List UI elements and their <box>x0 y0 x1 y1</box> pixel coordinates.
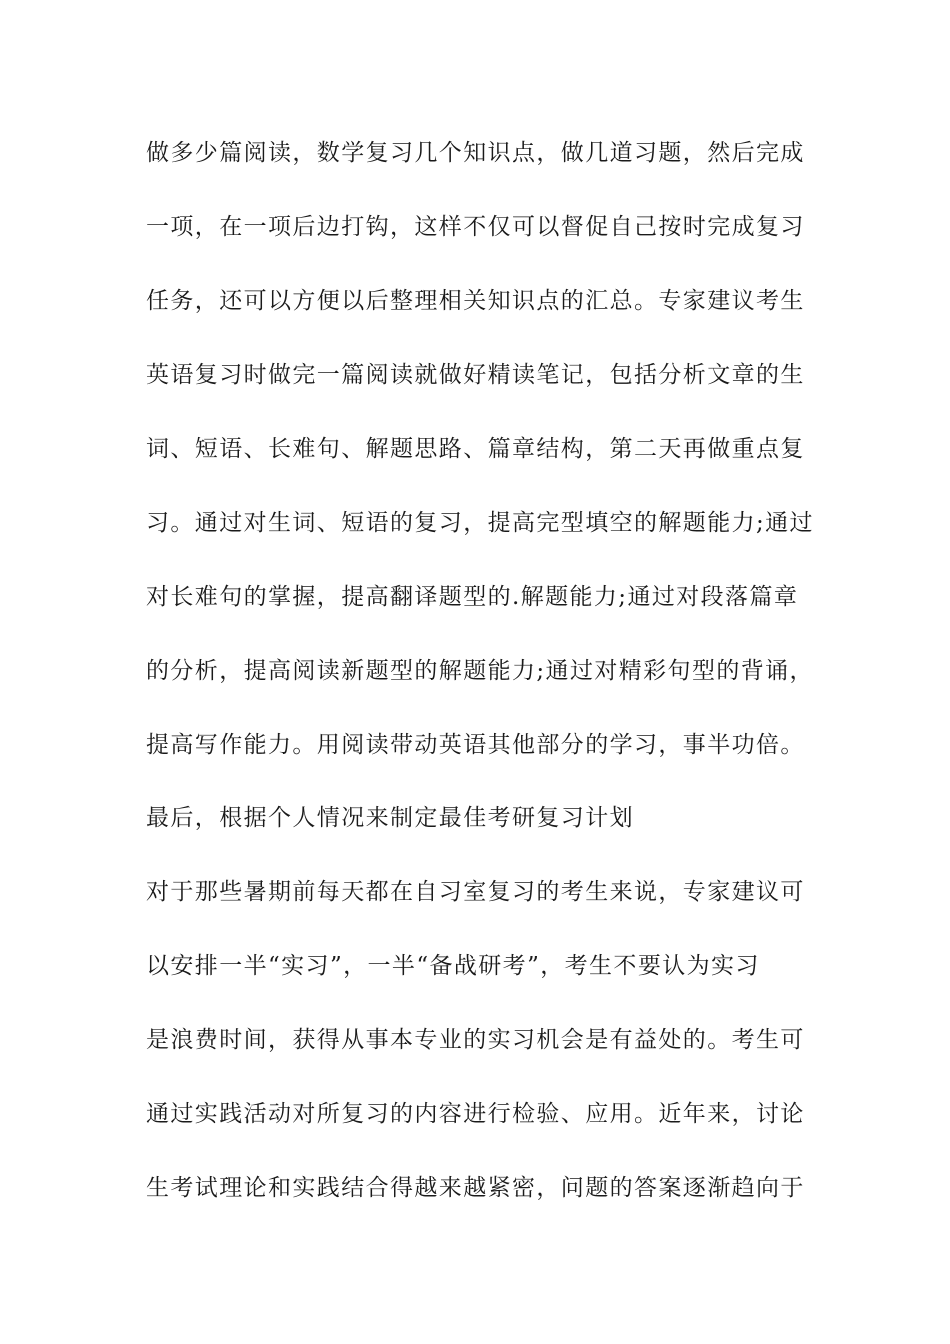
paragraph-line: 对于那些暑期前每天都在自习室复习的考生来说，专家建议可 <box>146 879 805 905</box>
paragraph-line: 对长难句的掌握，提高翻译题型的.解题能力;通过对段落篇章 <box>146 584 799 610</box>
section-heading: 最后，根据个人情况来制定最佳考研复习计划 <box>146 805 634 831</box>
paragraph-line: 以安排一半“实习”，一半“备战研考”，考生不要认为实习 <box>146 953 760 979</box>
paragraph-line: 一项，在一项后边打钩，这样不仅可以督促自己按时完成复习 <box>146 214 805 240</box>
paragraph-line: 是浪费时间，获得从事本专业的实习机会是有益处的。考生可 <box>146 1027 805 1053</box>
paragraph-line: 通过实践活动对所复习的内容进行检验、应用。近年来，讨论 <box>146 1101 805 1127</box>
paragraph-line: 提高写作能力。用阅读带动英语其他部分的学习，事半功倍。 <box>146 732 805 758</box>
paragraph-line: 英语复习时做完一篇阅读就做好精读笔记，包括分析文章的生 <box>146 362 805 388</box>
paragraph-line: 生考试理论和实践结合得越来越紧密，问题的答案逐渐趋向于 <box>146 1175 805 1201</box>
paragraph-line: 词、短语、长难句、解题思路、篇章结构，第二天再做重点复 <box>146 436 805 462</box>
paragraph-line: 任务，还可以方便以后整理相关知识点的汇总。专家建议考生 <box>146 288 805 314</box>
paragraph-line: 习。通过对生词、短语的复习，提高完型填空的解题能力;通过 <box>146 510 814 536</box>
paragraph-line: 做多少篇阅读，数学复习几个知识点，做几道习题，然后完成 <box>146 140 805 166</box>
paragraph-line: 的分析，提高阅读新题型的解题能力;通过对精彩句型的背诵， <box>146 658 814 684</box>
